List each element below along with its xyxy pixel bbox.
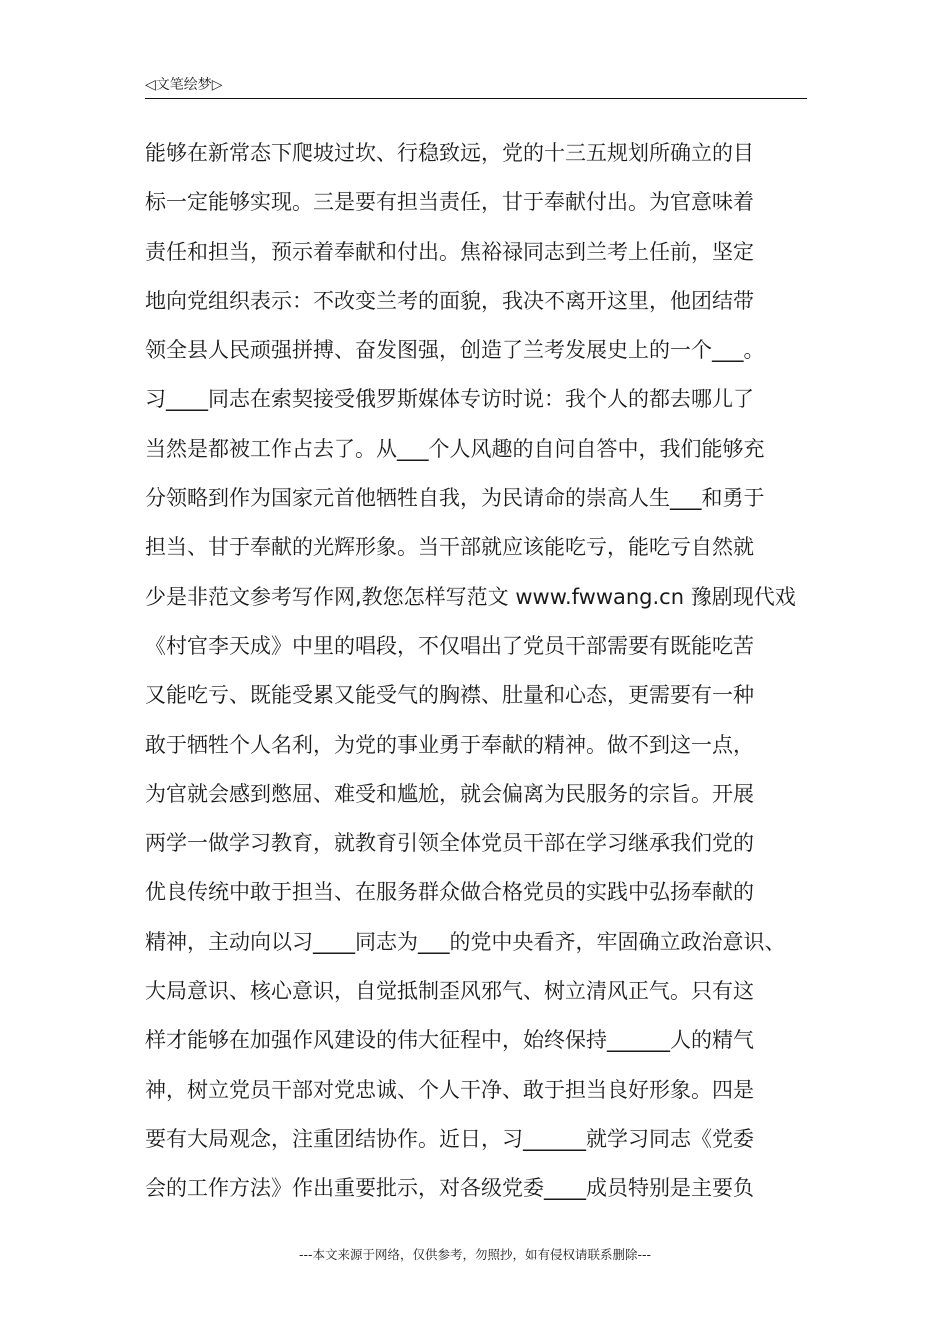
body-line: 样才能够在加强作风建设的伟大征程中，始终保持______人的精气 — [145, 1028, 754, 1053]
body-line: 能够在新常态下爬坡过坎、行稳致远，党的十三五规划所确立的目 — [145, 141, 754, 165]
body-line: 大局意识、核心意识，自觉抵制歪风邪气、树立清风正气。只有这 — [145, 979, 754, 1004]
body-line: 当然是都被工作占去了。从___个人风趣的自问自答中，我们能够充 — [145, 436, 765, 461]
body-line: 两学一做学习教育，就教育引领全体党员干部在学习继承我们党的 — [145, 831, 754, 856]
body-line: 优良传统中敢于担当、在服务群众做合格党员的实践中弘扬奉献的 — [145, 880, 754, 905]
header-title: ◁文笔绘梦▷ — [145, 77, 223, 93]
body-line: 分领略到作为国家元首他牺牲自我，为民请命的崇高人生___和勇于 — [145, 486, 765, 511]
body-line: 又能吃亏、既能受累又能受气的胸襟、肚量和心态，更需要有一种 — [145, 683, 754, 708]
document-body — [145, 132, 845, 1217]
body-line: 神，树立党员干部对党忠诚、个人干净、敢于担当良好形象。四是 — [145, 1077, 754, 1102]
body-line: 敢于牺牲个人名利，为党的事业勇于奉献的精神。做不到这一点， — [145, 732, 754, 757]
body-line: 担当、甘于奉献的光辉形象。当干部就应该能吃亏，能吃亏自然就 — [145, 535, 754, 560]
body-line: 少是非范文参考写作网,教您怎样写范文 www.fwwang.cn 豫剧现代戏 — [145, 584, 796, 609]
body-line: 为官就会感到憋屈、难受和尴尬，就会偏离为民服务的宗旨。开展 — [145, 781, 754, 806]
page-footer: ---本文来源于网络，仅供参考，勿照抄，如有侵权请联系删除--- — [298, 1247, 652, 1262]
body-line: 《村官李天成》中里的唱段，不仅唱出了党员干部需要有既能吃苦 — [145, 633, 754, 658]
body-line: 习____同志在索契接受俄罗斯媒体专访时说：我个人的都去哪儿了 — [145, 387, 754, 412]
body-line: 责任和担当，预示着奉献和付出。焦裕禄同志到兰考上任前，坚定 — [145, 239, 754, 264]
page-header — [145, 74, 807, 99]
body-line: 要有大局观念，注重团结协作。近日，习______就学习同志《党委 — [145, 1126, 754, 1151]
body-line: 会的工作方法》作出重要批示，对各级党委____成员特别是主要负 — [145, 1176, 754, 1201]
body-line: 标一定能够实现。三是要有担当责任，甘于奉献付出。为官意味着 — [145, 190, 754, 215]
body-line: 地向党组织表示：不改变兰考的面貌，我决不离开这里，他团结带 — [145, 288, 754, 313]
body-line: 精神，主动向以习____同志为___的党中央看齐，牢固确立政治意识、 — [145, 929, 786, 954]
body-line: 领全县人民顽强拼搏、奋发图强，创造了兰考发展史上的一个___。 — [145, 338, 765, 363]
